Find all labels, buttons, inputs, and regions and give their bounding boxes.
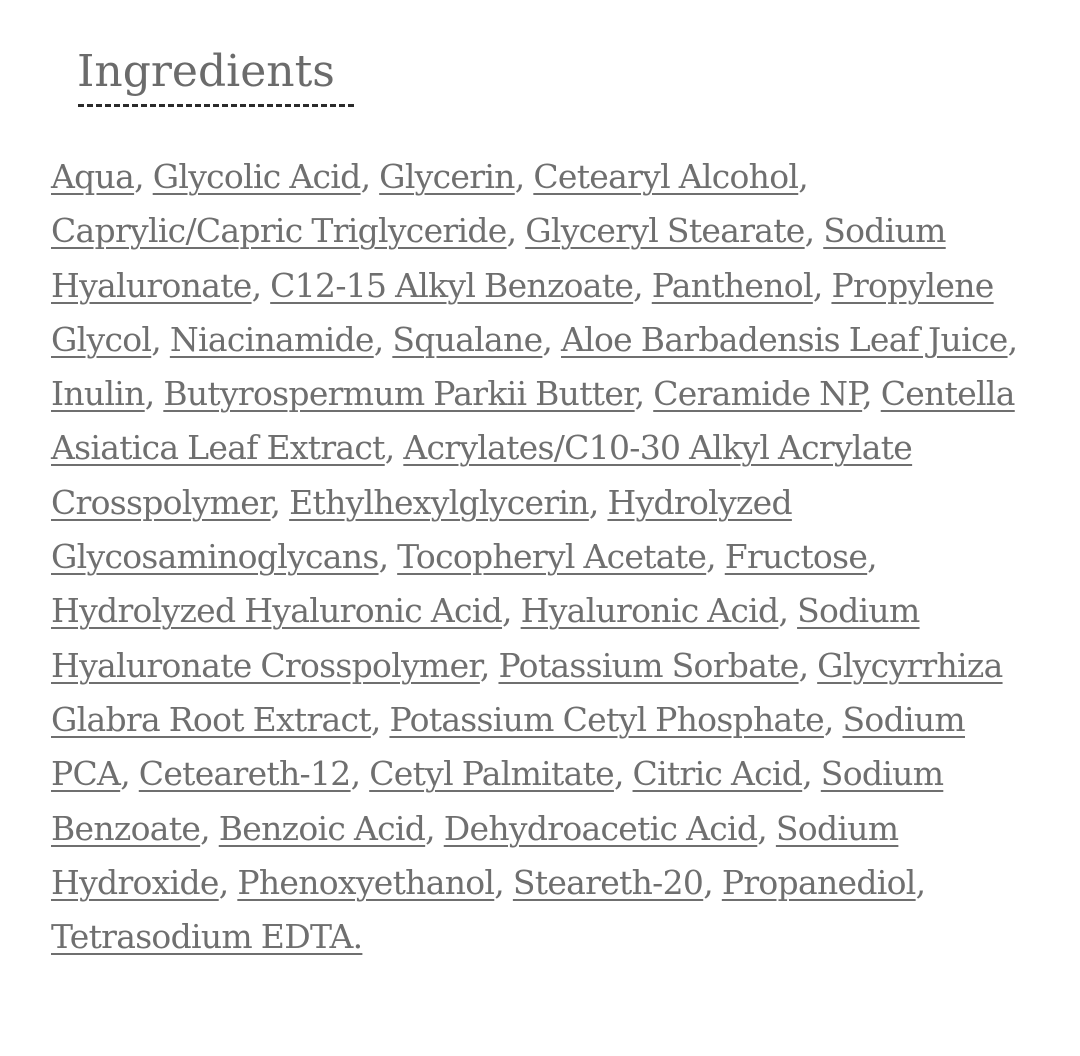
ingredient-link[interactable]: Sodium PCA <box>51 699 965 794</box>
ingredient-link[interactable]: Fructose <box>724 537 868 577</box>
ingredient-separator: , <box>757 808 776 848</box>
ingredient-separator: , <box>134 157 153 196</box>
ingredient-link[interactable]: Cetearyl Alcohol <box>533 157 799 196</box>
ingredient-link[interactable]: Cetyl Palmitate <box>369 754 614 794</box>
ingredient-separator: , <box>502 591 521 631</box>
ingredient-separator: , <box>425 808 444 848</box>
ingredient-link[interactable]: Potassium Sorbate <box>498 645 799 685</box>
ingredient-separator: , <box>370 699 390 739</box>
ingredient-link[interactable]: Aqua <box>51 157 135 196</box>
ingredient-link[interactable]: Tetrasodium EDTA. <box>51 917 363 957</box>
ingredient-link[interactable]: Phenoxyethanol <box>237 862 495 902</box>
ingredient-link[interactable]: Aloe Barbadensis Leaf Juice <box>561 319 1008 359</box>
ingredient-link[interactable]: Ethylhexylglycerin <box>289 482 589 522</box>
ingredient-separator: , <box>494 862 513 902</box>
ingredient-separator: , <box>634 374 654 414</box>
ingredient-link[interactable]: Ceramide NP <box>653 374 863 414</box>
ingredient-separator: , <box>360 157 380 196</box>
ingredient-link[interactable]: Centella Asiatica Leaf Extract <box>51 374 1015 468</box>
ingredient-separator: , <box>1007 319 1018 359</box>
ingredient-link[interactable]: C12-15 Alkyl Benzoate <box>270 265 634 305</box>
ingredient-separator: , <box>703 862 722 902</box>
ingredient-link[interactable]: Panthenol <box>651 265 813 305</box>
ingredient-separator: , <box>151 319 170 359</box>
ingredient-separator: , <box>915 862 926 902</box>
ingredient-separator: , <box>378 537 398 577</box>
ingredient-separator: , <box>384 428 404 468</box>
ingredient-link[interactable]: Glycerin <box>379 157 515 196</box>
ingredient-link[interactable]: Glycolic Acid <box>152 157 361 196</box>
ingredient-separator: , <box>706 537 725 577</box>
ingredient-separator: , <box>506 211 526 251</box>
ingredient-separator: , <box>251 265 271 305</box>
ingredient-link[interactable]: Niacinamide <box>169 319 374 359</box>
ingredient-list <box>51 150 1026 964</box>
ingredient-link[interactable]: Glycyrrhiza Glabra Root Extract <box>51 645 1003 739</box>
ingredient-link[interactable]: Acrylates/C10-30 Alkyl Acrylate Crosspolymer <box>51 428 913 522</box>
title-divider <box>78 104 354 107</box>
ingredient-separator: , <box>350 754 370 794</box>
ingredient-link[interactable]: Caprylic/Capric Triglyceride <box>51 211 507 251</box>
ingredient-link[interactable]: Inulin <box>51 374 145 414</box>
ingredient-separator: , <box>812 265 832 305</box>
ingredient-separator: , <box>218 862 238 902</box>
ingredient-separator: , <box>633 265 652 305</box>
ingredient-separator: , <box>588 482 608 522</box>
ingredient-link[interactable]: Citric Acid <box>632 754 803 794</box>
ingredient-separator: , <box>373 319 393 359</box>
ingredient-link[interactable]: Potassium Cetyl Phosphate <box>389 699 824 739</box>
ingredient-separator: , <box>144 374 164 414</box>
ingredient-separator: , <box>862 374 881 414</box>
ingredient-link[interactable]: Propylene Glycol <box>51 265 994 359</box>
ingredient-separator: , <box>479 645 499 685</box>
ingredient-separator: , <box>804 211 824 251</box>
ingredient-separator: , <box>514 157 534 196</box>
ingredient-link[interactable]: Butyrospermum Parkii Butter <box>163 374 635 414</box>
ingredient-link[interactable]: Sodium Hyaluronate Crosspolymer <box>51 591 920 685</box>
section-title: Ingredients <box>77 46 335 97</box>
ingredient-separator: , <box>613 754 633 794</box>
ingredient-link[interactable]: Dehydroacetic Acid <box>443 808 758 848</box>
ingredient-separator: , <box>823 699 843 739</box>
ingredient-link[interactable]: Glyceryl Stearate <box>525 211 805 251</box>
ingredient-link[interactable]: Hydrolyzed Hyaluronic Acid <box>51 591 503 631</box>
ingredient-link[interactable]: Ceteareth-12 <box>138 754 351 794</box>
ingredient-separator: , <box>542 319 561 359</box>
ingredient-separator: , <box>270 482 290 522</box>
ingredient-separator: , <box>798 645 818 685</box>
ingredient-link[interactable]: Propanediol <box>721 862 916 902</box>
ingredient-separator: , <box>798 157 809 196</box>
ingredient-link[interactable]: Sodium Benzoate <box>51 754 944 848</box>
ingredient-separator: , <box>120 754 139 794</box>
ingredient-separator: , <box>867 537 877 577</box>
ingredient-link[interactable]: Benzoic Acid <box>218 808 426 848</box>
ingredient-separator: , <box>200 808 219 848</box>
ingredient-link[interactable]: Steareth-20 <box>512 862 704 902</box>
ingredient-link[interactable]: Hydrolyzed Glycosaminoglycans <box>51 482 792 577</box>
ingredient-link[interactable]: Hyaluronic Acid <box>520 591 779 631</box>
ingredient-separator: , <box>802 754 821 794</box>
ingredient-link[interactable]: Sodium Hydroxide <box>51 808 899 902</box>
ingredient-link[interactable]: Squalane <box>392 319 543 359</box>
ingredient-link[interactable]: Tocopheryl Acetate <box>397 537 707 577</box>
ingredient-link[interactable]: Sodium Hyaluronate <box>51 211 946 305</box>
ingredient-separator: , <box>778 591 798 631</box>
